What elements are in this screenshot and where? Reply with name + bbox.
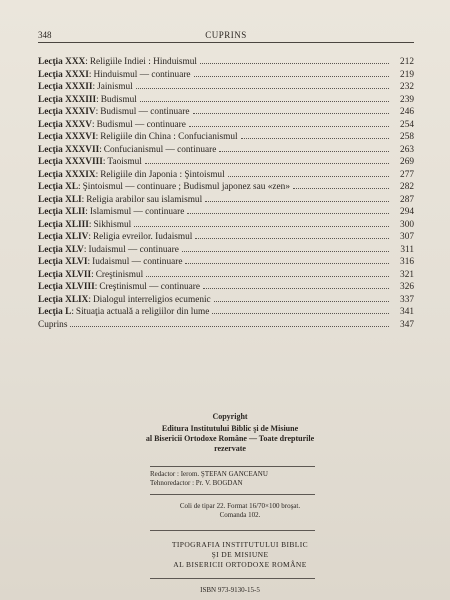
- toc-separator: :: [95, 169, 99, 180]
- toc-topic: Religia evreilor. Iudaismul: [92, 232, 193, 242]
- copyright-heading: Copyright: [212, 412, 248, 421]
- toc-topic: Iudaismul — continuare: [88, 244, 179, 255]
- running-title: CUPRINS: [205, 30, 247, 40]
- toc-lesson-label: Lecţia XXXIII: [38, 94, 97, 105]
- toc-entry: [38, 156, 414, 169]
- toc-lesson-label: Lecţia XXX: [38, 57, 86, 67]
- toc-lesson-label: Lecţia XXXII: [38, 82, 93, 92]
- running-header: [38, 30, 414, 43]
- dot-leader: [219, 144, 389, 152]
- toc-topic: Islamismul — continuare: [89, 207, 185, 217]
- toc-lesson-label: Lecţia XXXIX: [38, 169, 96, 180]
- toc-topic: Dialogul interreligios ecumenic: [92, 294, 211, 305]
- toc-separator: :: [78, 182, 81, 192]
- toc-entry: [38, 281, 414, 294]
- toc-entry: [38, 206, 414, 219]
- toc-lesson-label: Lecţia XLV: [38, 244, 84, 255]
- dot-leader: [241, 131, 389, 139]
- toc-topic: Sikhismul: [93, 219, 132, 230]
- toc-page-number: 239: [400, 94, 414, 105]
- toc-separator: :: [88, 219, 92, 230]
- toc-entry: [38, 294, 414, 307]
- toc-topic: Iudaismul — continuare: [92, 257, 183, 267]
- toc-lesson-label: Lecţia XLI: [38, 194, 82, 205]
- toc-entry: [38, 244, 414, 257]
- toc-topic: Jainismul: [97, 82, 133, 92]
- toc-separator: :: [96, 94, 99, 105]
- toc-topic: Religiile Indiei : Hinduismul: [89, 57, 198, 67]
- dot-leader: [189, 119, 389, 127]
- dot-leader: [228, 169, 389, 177]
- toc-page-number: 263: [400, 144, 414, 155]
- toc-entry: [38, 319, 414, 332]
- toc-lesson-label: Lecţia L: [38, 307, 72, 317]
- toc-lesson-label: Lecţia XL: [38, 182, 79, 192]
- toc-lesson-label: Lecţia XLIV: [38, 232, 89, 242]
- toc-topic: Cuprins: [38, 319, 68, 330]
- toc-entry: [38, 56, 414, 69]
- dot-leader: [136, 81, 389, 89]
- dot-leader: [214, 294, 389, 302]
- toc-lesson-label: Lecţia XXXIV: [38, 107, 96, 117]
- toc-page-number: 337: [400, 294, 414, 305]
- toc-separator: :: [88, 69, 92, 80]
- toc-page-number: 321: [400, 269, 414, 280]
- toc-separator: :: [87, 257, 91, 267]
- toc-page-number: 341: [400, 307, 414, 317]
- print-specs-line: Coli de tipar 22. Format 16/70×100 broşat.: [179, 502, 301, 510]
- copyright-notice: [100, 412, 360, 454]
- toc-page-number: 258: [400, 132, 414, 142]
- divider: [150, 578, 315, 579]
- copyright-line: rezervate: [214, 444, 246, 453]
- dot-leader: [134, 219, 389, 227]
- toc-lesson-label: Lecţia XLVIII: [38, 282, 95, 292]
- toc-lesson-label: Lecţia XLII: [38, 207, 86, 217]
- toc-topic: Creştinismul — continuare: [99, 282, 201, 292]
- toc-entry: [38, 106, 414, 119]
- toc-topic: Religia arabilor sau islamismul: [86, 194, 203, 205]
- copyright-line: al Bisericii Ortodoxe Române — Toate drepturile: [145, 434, 315, 443]
- toc-lesson-label: Lecţia XXXV: [38, 119, 92, 130]
- divider: [150, 466, 315, 467]
- dot-leader: [195, 231, 389, 239]
- dot-leader: [212, 306, 389, 314]
- toc-page-number: 269: [400, 157, 414, 167]
- toc-entry: [38, 269, 414, 282]
- toc-entry: [38, 119, 414, 132]
- dot-leader: [70, 319, 389, 327]
- toc-entry: [38, 181, 414, 194]
- toc-separator: :: [95, 132, 99, 142]
- print-specs: [150, 502, 330, 520]
- toc-page-number: 307: [400, 232, 414, 242]
- toc-lesson-label: Lecţia XXXVII: [38, 144, 100, 155]
- toc-separator: :: [91, 119, 95, 130]
- isbn: ISBN 973-9130-15-5: [200, 586, 260, 594]
- toc-page-number: 287: [400, 194, 414, 205]
- toc-page-number: 212: [400, 57, 414, 67]
- toc-lesson-label: Lecţia XXXI: [38, 69, 89, 80]
- toc-entry: [38, 81, 414, 94]
- toc-entry: [38, 144, 414, 157]
- toc-lesson-label: Lecţia XXXVIII: [38, 157, 103, 167]
- toc-page-number: 254: [400, 119, 414, 130]
- printer-line: TIPOGRAFIA INSTITUTULUI BIBLIC: [171, 540, 309, 549]
- dot-leader: [193, 106, 389, 114]
- dot-leader: [203, 281, 389, 289]
- toc-topic: Creştinismul: [95, 269, 144, 280]
- toc-entry: [38, 219, 414, 232]
- toc-topic: Budismul — continuare: [100, 107, 190, 117]
- editorial-staff: [150, 470, 370, 488]
- toc-separator: :: [85, 57, 88, 67]
- toc-separator: :: [94, 282, 98, 292]
- toc-separator: :: [88, 294, 91, 305]
- print-specs-line: Comanda 102.: [219, 511, 261, 519]
- divider: [150, 494, 315, 495]
- dot-leader: [146, 269, 389, 277]
- dot-leader: [205, 194, 389, 202]
- printer-line: AL BISERICII ORTODOXE ROMÂNE: [173, 560, 307, 569]
- toc-page-number: 294: [400, 207, 414, 217]
- toc-entry: [38, 169, 414, 182]
- toc-entry: [38, 256, 414, 269]
- toc-page-number: 232: [400, 82, 414, 92]
- toc-lesson-label: Lecţia XLVI: [38, 257, 88, 267]
- table-of-contents: [38, 56, 414, 331]
- toc-lesson-label: Lecţia XLIX: [38, 294, 89, 305]
- toc-separator: :: [95, 107, 99, 117]
- toc-separator: :: [85, 207, 88, 217]
- toc-separator: :: [102, 157, 106, 167]
- editor-credit: Redactor : Ierom. ŞTEFAN GANCEANU: [150, 470, 268, 478]
- toc-topic: Budismul — continuare: [96, 119, 186, 130]
- toc-page-number: 311: [400, 244, 414, 255]
- page-number: 348: [38, 30, 52, 40]
- toc-page-number: 300: [400, 219, 414, 230]
- toc-separator: :: [91, 269, 94, 280]
- toc-lesson-label: Lecţia XLIII: [38, 219, 89, 230]
- toc-page-number: 326: [400, 282, 414, 292]
- toc-entry: [38, 231, 414, 244]
- copyright-line: Editura Institutului Biblic şi de Misiune: [161, 424, 299, 433]
- dot-leader: [200, 56, 389, 64]
- toc-topic: Religiile din Japonia : Şintoismul: [100, 169, 225, 180]
- toc-page-number: 347: [400, 319, 414, 330]
- toc-page-number: 277: [400, 169, 414, 180]
- divider: [150, 530, 315, 531]
- dot-leader: [145, 156, 389, 164]
- toc-separator: :: [99, 144, 102, 155]
- dot-leader: [185, 256, 389, 264]
- toc-entry: [38, 94, 414, 107]
- printer-info: [140, 540, 340, 570]
- toc-entry: [38, 194, 414, 207]
- dot-leader: [187, 206, 389, 214]
- toc-topic: Şintoismul — continuare ; Budismul japonez sau «zen»: [82, 182, 290, 192]
- dot-leader: [293, 181, 389, 189]
- toc-topic: Hinduismul — continuare: [93, 69, 191, 80]
- toc-page-number: 316: [400, 257, 414, 267]
- toc-separator: :: [71, 307, 74, 317]
- toc-lesson-label: Lecţia XXXVI: [38, 132, 96, 142]
- toc-topic: Budismul: [100, 94, 137, 105]
- toc-topic: Confucianismul — continuare: [103, 144, 217, 155]
- dot-leader: [194, 69, 389, 77]
- toc-entry: [38, 131, 414, 144]
- toc-page-number: 219: [400, 69, 414, 80]
- printer-line: ŞI DE MISIUNE: [211, 550, 269, 559]
- toc-separator: :: [92, 82, 96, 92]
- tech-editor-credit: Tehnoredactor : Pr. V. BOGDAN: [150, 479, 243, 487]
- toc-entry: [38, 306, 414, 319]
- toc-topic: Situaţia actuală a religiilor din lume: [75, 307, 210, 317]
- toc-page-number: 282: [400, 182, 414, 192]
- toc-topic: Religiile din China : Confucianismul: [100, 132, 238, 142]
- dot-leader: [182, 244, 389, 252]
- toc-separator: :: [88, 232, 91, 242]
- toc-topic: Taoismul: [107, 157, 142, 167]
- toc-page-number: 246: [400, 107, 414, 117]
- toc-entry: [38, 69, 414, 82]
- dot-leader: [140, 94, 389, 102]
- toc-lesson-label: Lecţia XLVII: [38, 269, 92, 280]
- toc-separator: :: [83, 244, 87, 255]
- toc-separator: :: [81, 194, 85, 205]
